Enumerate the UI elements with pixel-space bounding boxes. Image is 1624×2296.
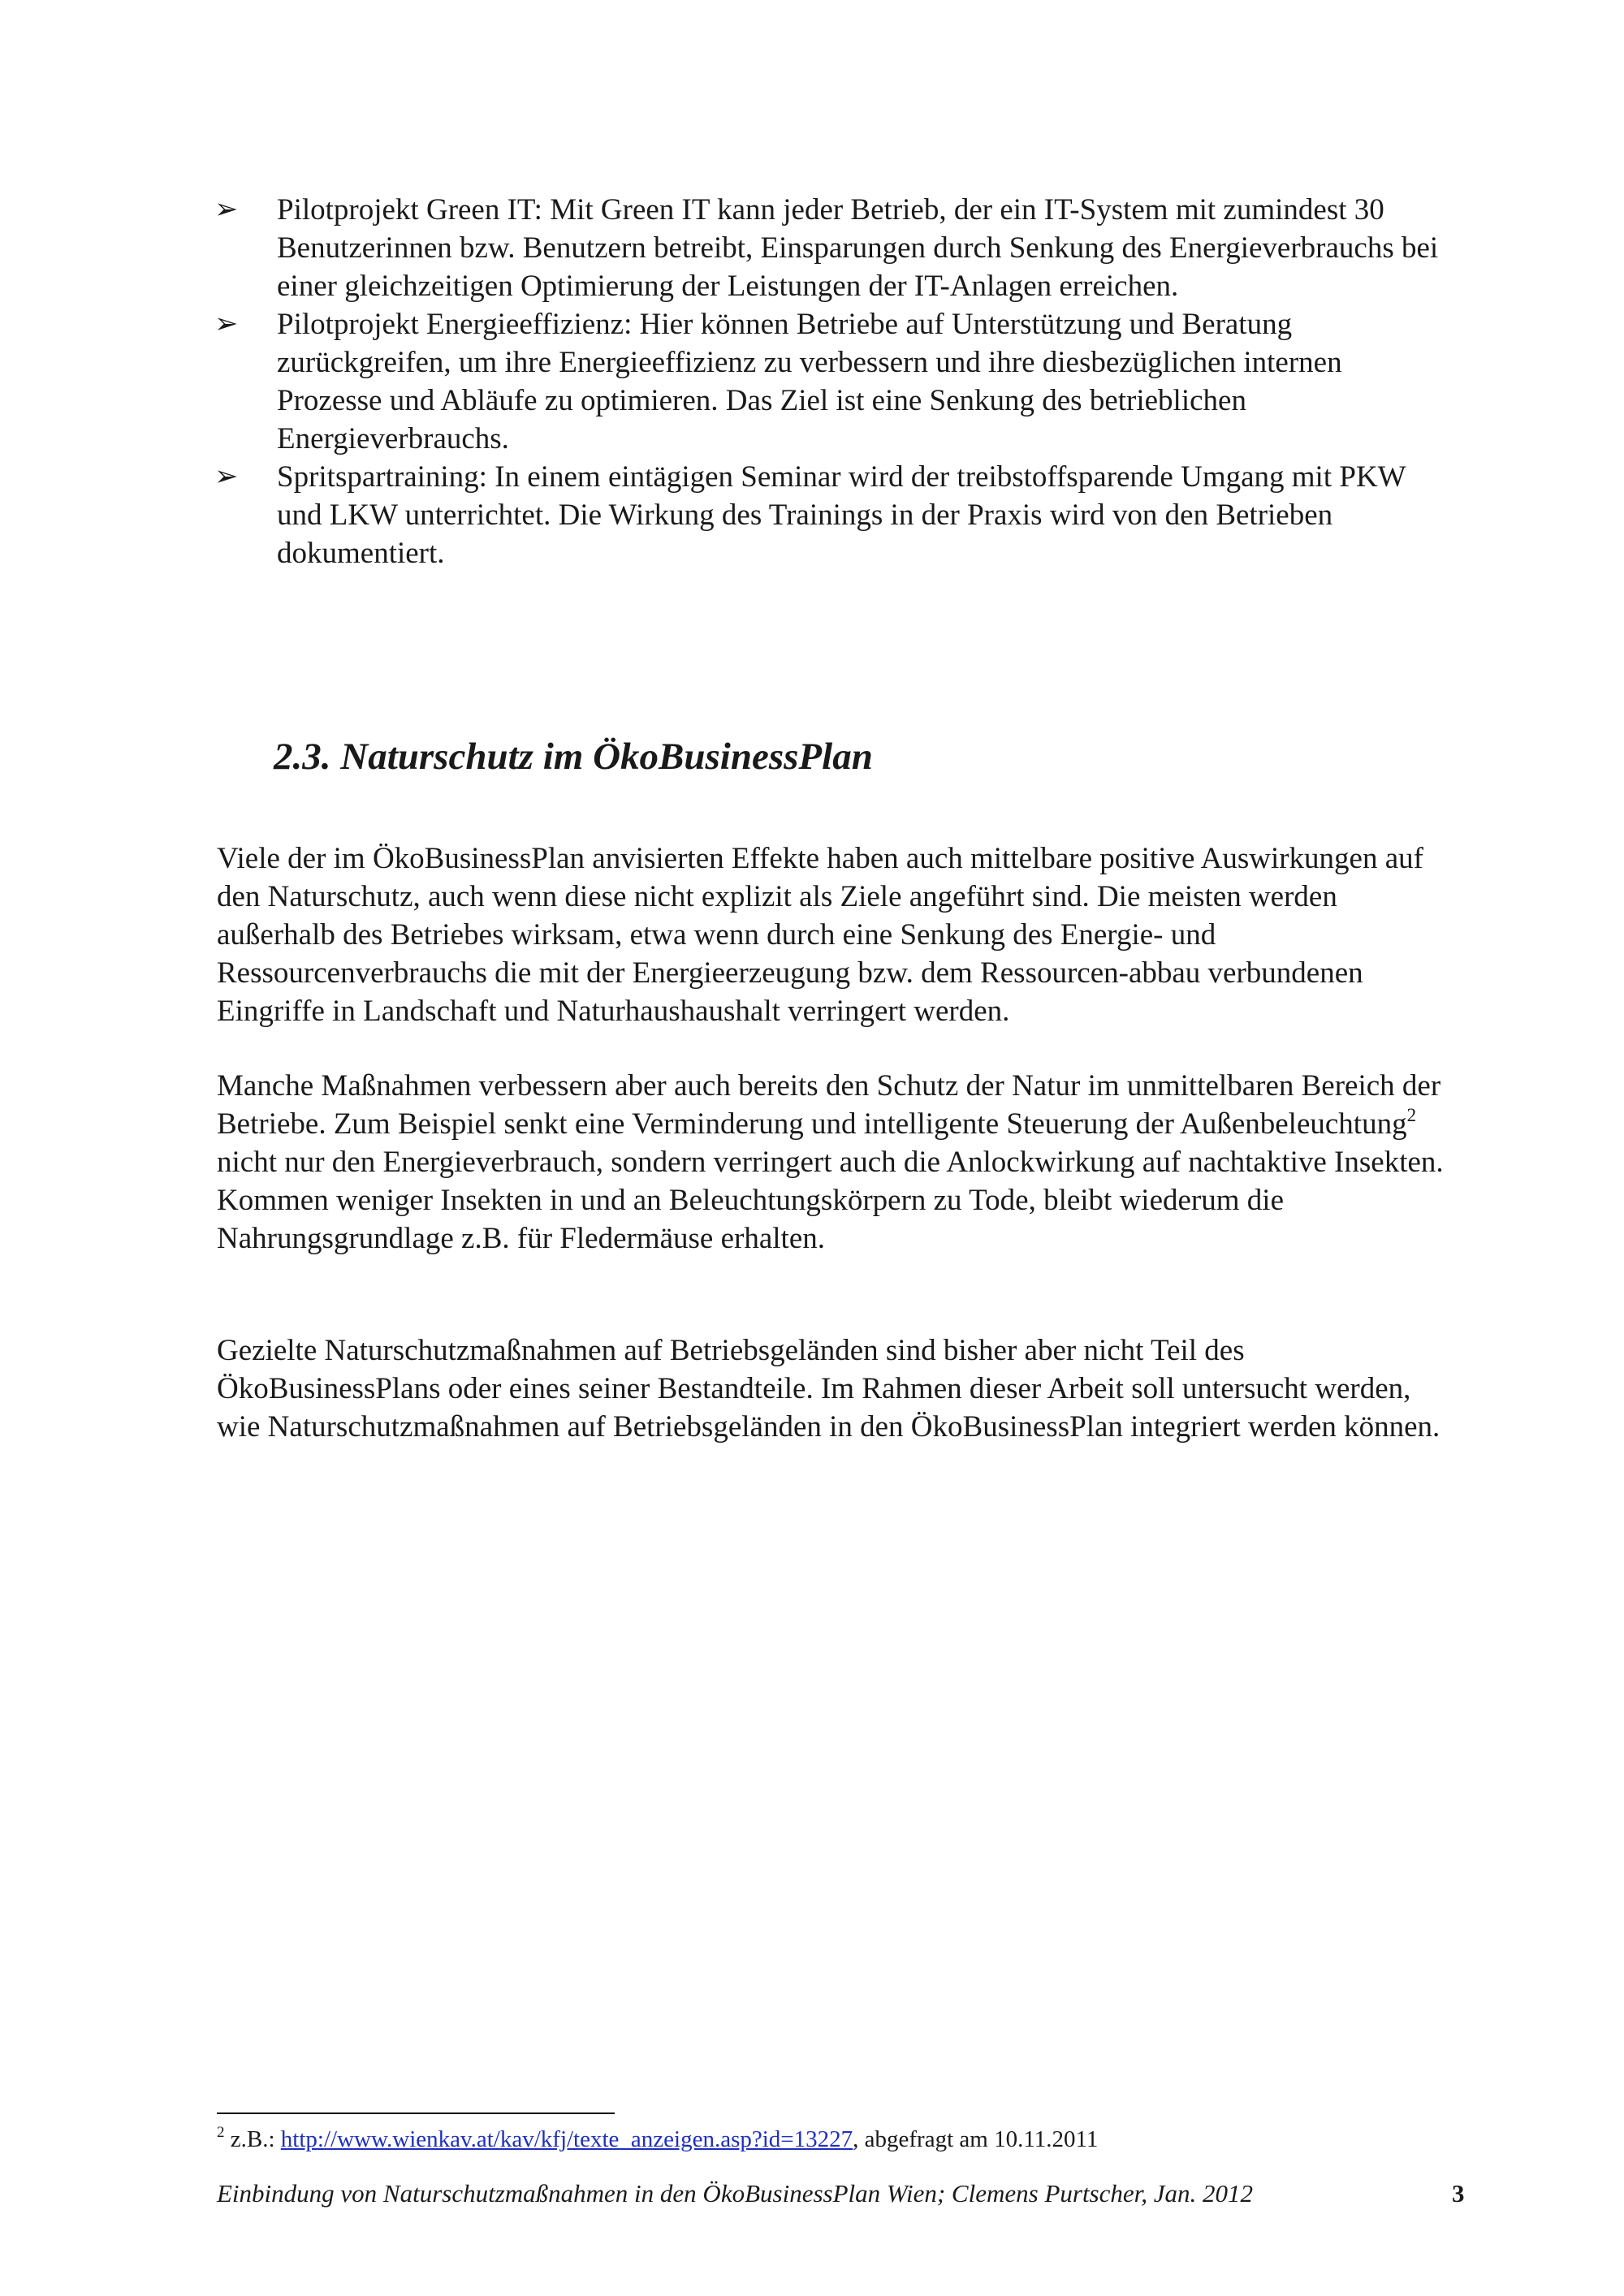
paragraph-2-text-end: nicht nur den Energieverbrauch, sondern verringert auch die Anlockwirkung auf nachtaktive Insekten. Kommen weniger Insekten in und an Beleuchtungskörpern zu Tode, bleibt wiederum die Nahrungsgrundlage z.B. für Fledermäuse erhalten. xyxy=(217,1146,1444,1255)
footnote-link[interactable]: http://www.wienkav.at/kav/kfj/texte_anzeigen.asp?id=13227 xyxy=(280,2126,853,2152)
arrowhead-bullet-icon: ➢ xyxy=(214,308,239,340)
footnote-suffix: , abgefragt am 10.11.2011 xyxy=(853,2126,1099,2152)
footnote-prefix: z.B.: xyxy=(224,2126,281,2152)
bullet-list xyxy=(213,191,1447,572)
arrowhead-bullet-icon: ➢ xyxy=(214,193,239,226)
bullet-item xyxy=(213,305,1447,458)
section-heading: 2.3. Naturschutz im ÖkoBusinessPlan xyxy=(274,736,873,778)
page-number: 3 xyxy=(1452,2179,1465,2208)
bullet-item xyxy=(213,458,1447,572)
footnote-marker: 2 xyxy=(217,2124,225,2141)
paragraph-2-text-start: Manche Maßnahmen verbessern aber auch bereits den Schutz der Natur im unmittelbaren Bereich der Betriebe. Zum Beispiel senkt eine Verminderung und intelligente Steuerung der Außenbeleuchtung xyxy=(217,1069,1441,1141)
bullet-text: Pilotprojekt Energieeffizienz: Hier können Betriebe auf Unterstützung und Beratung zurückgreifen, um ihre Energieeffizienz zu verbessern und ihre diesbezüglichen internen Prozesse und Abläufe zu optimieren. Das Ziel ist eine Senkung des betrieblichen Energieverbrauchs. xyxy=(277,308,1342,455)
paragraph-2 xyxy=(217,1067,1451,1258)
bullet-text: Pilotprojekt Green IT: Mit Green IT kann jeder Betrieb, der ein IT-System mit zumindest 30 Benutzerinnen bzw. Benutzern betreibt, Einsparungen durch Senkung des Energieverbrauchs bei einer gleichzeitigen Optimierung der Leistungen der IT-Anlagen erreichen. xyxy=(277,193,1439,303)
bullet-text: Spritspartraining: In einem eintägigen Seminar wird der treibstoffsparende Umgang mit PKW und LKW unterrichtet. Die Wirkung des Trainings in der Praxis wird von den Betrieben dokumentiert. xyxy=(277,460,1406,570)
arrowhead-bullet-icon: ➢ xyxy=(214,460,239,493)
bullet-item xyxy=(213,191,1447,305)
footnote xyxy=(217,2125,1098,2154)
page-footer: Einbindung von Naturschutzmaßnahmen in den ÖkoBusinessPlan Wien; Clemens Purtscher, Jan. 2012 xyxy=(217,2179,1254,2208)
paragraph-1: Viele der im ÖkoBusinessPlan anvisierten Effekte haben auch mittelbare positive Auswirkungen auf den Naturschutz, auch wenn diese nicht explizit als Ziele angeführt sind. Die meisten werden außerhalb des Betriebes wirksam, etwa wenn durch eine Senkung des Energie- und Ressourcenverbrauchs die mit der Energieerzeugung bzw. dem Ressourcen-abbau verbundenen Eingriffe in Landschaft und Naturhaushaushalt verringert werden. xyxy=(217,842,1423,1028)
footnote-separator xyxy=(217,2113,615,2114)
footnote-reference[interactable]: 2 xyxy=(1406,1105,1417,1125)
paragraph-3: Gezielte Naturschutzmaßnahmen auf Betriebsgeländen sind bisher aber nicht Teil des ÖkoBusinessPlans oder eines seiner Bestandteile. Im Rahmen dieser Arbeit soll untersucht werden, wie Naturschutzmaßnahmen auf Betriebsgeländen in den ÖkoBusinessPlan integriert werden können. xyxy=(217,1334,1440,1444)
